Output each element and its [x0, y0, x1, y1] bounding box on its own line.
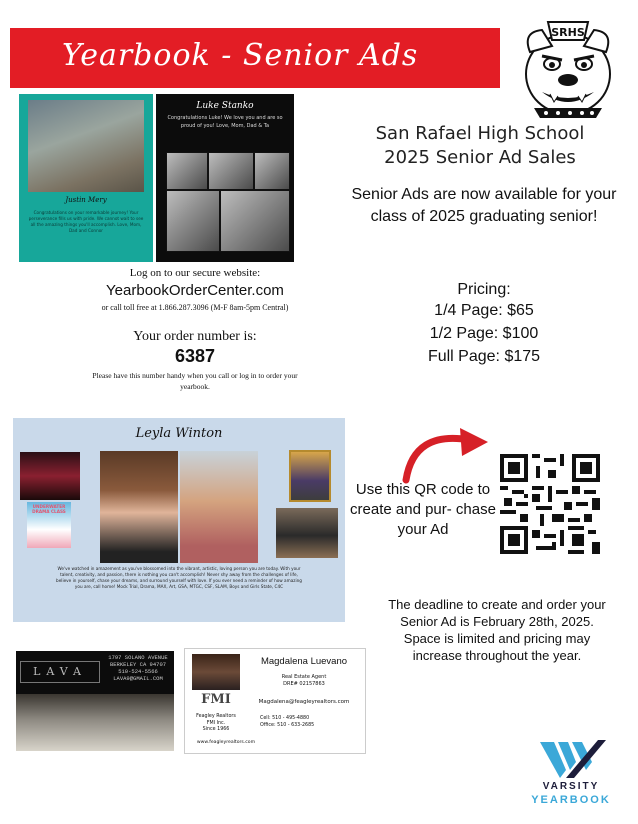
- sample-ad-photo: [220, 190, 290, 252]
- banner-title: Yearbook - Senior Ads: [62, 38, 419, 73]
- price-full-page: Full Page: $175: [427, 348, 541, 365]
- realtor-website: www.feagleyrealtors.com: [196, 740, 256, 745]
- sample-ad-message: Congratulations Luke! We love you and are so proud of you! Love, Mom, Dad & Ta: [167, 115, 283, 129]
- realtor-firm-block: [186, 714, 246, 734]
- realtor-title-block: [250, 674, 358, 687]
- sample-ad-message: Congratulations on your remarkable journey! Your perseverance fills us with pride. We cannot wait to see all the amazing things you'll accomplish. Love, Mom, Dad and Connor: [28, 210, 144, 233]
- sample-ad-name: Leyla Winton: [135, 426, 223, 441]
- school-title: [356, 122, 604, 170]
- sample-ad-photo: [166, 190, 220, 252]
- lava-contact-info: 1797 SOLANO AVENUE BERKELEY CA 94707 510-524-5566 LAVA9@GMAIL.COM: [108, 654, 168, 682]
- varsity-wordmark: VARSITY: [542, 781, 600, 792]
- deadline-text: The deadline to create and order your Senior Ad is February 28th, 2025.: [388, 597, 606, 629]
- sample-ad-photo: [20, 452, 80, 500]
- lava-storefront-photo: [16, 694, 174, 751]
- realtor-name: Magdalena Luevano: [260, 656, 348, 667]
- yearbook-wordmark: YEARBOOK: [531, 794, 611, 806]
- order-number-label: Your order number is:: [133, 329, 257, 344]
- sample-ad-poster-label: UNDERWATER DRAMA CLASS: [32, 504, 66, 514]
- sample-ad-photo: [208, 152, 254, 190]
- realtor-email: Magdalena@feagleyrealtors.com: [258, 699, 350, 705]
- varsity-yearbook-logo-icon: [536, 736, 608, 780]
- order-number: 6387: [174, 346, 216, 366]
- realtor-photo: [192, 654, 240, 690]
- realtor-phones: [260, 716, 354, 729]
- price-quarter-page: 1/4 Page: $65: [434, 302, 534, 319]
- realtor-logo: FMI: [201, 692, 231, 707]
- lava-logo: LAVA: [20, 661, 100, 683]
- price-half-page: 1/2 Page: $100: [429, 325, 539, 342]
- curved-arrow-icon: [400, 424, 492, 484]
- order-website-link[interactable]: YearbookOrderCenter.com: [106, 282, 284, 299]
- qr-code[interactable]: [500, 454, 600, 554]
- sample-ad-group-photo: [276, 508, 338, 558]
- realtor-firm-sub: FMI Inc.: [206, 720, 226, 726]
- sample-ad-name: Luke Stanko: [196, 101, 254, 111]
- logon-instruction: Log on to our secure website:: [129, 267, 261, 279]
- deadline-note: Space is limited and pricing may increase throughout the year.: [403, 631, 591, 663]
- sample-ad-photo: [28, 100, 144, 192]
- realtor-office: Office: 510 - 633-2685: [260, 722, 315, 728]
- realtor-cell: Cell: 510 - 495-4880: [260, 716, 310, 721]
- sample-ad-photo: [254, 152, 290, 190]
- realtor-title: Real Estate Agent: [281, 674, 327, 680]
- qr-instruction: Use this QR code to create and pur- chase your Ad: [350, 481, 496, 538]
- pricing-title: Pricing:: [457, 281, 511, 298]
- realtor-since: Since 1966: [202, 727, 230, 732]
- deadline-notice: [382, 596, 612, 664]
- toll-free-text: or call toll free at 1.866.287.3096 (M-F 8am-5pm Central): [101, 303, 289, 312]
- bulldog-mascot-logo: [512, 12, 624, 124]
- sample-ad-artwork: [289, 450, 331, 502]
- order-note: Please have this number handy when you call or log in to order your yearbook.: [92, 371, 298, 391]
- realtor-dre: DRE# 02157863: [283, 680, 325, 687]
- sample-ad-senior-photo: [100, 451, 178, 563]
- realtor-firm: Feagley Realtors: [196, 714, 236, 719]
- sample-ad-baby-photo: [180, 451, 258, 563]
- intro-text: Senior Ads are now available for your class of 2025 graduating senior!: [351, 186, 617, 225]
- sample-ad-message: We've watched in amazement as you've blossomed into the vibrant, artistic, loving person you are today. With your talent, creativity, and passion, there is nothing you can't accomplish! Never shy away from the challenges of life, believe in yourself, chase your dreams, and surround yourself with love. If you ever need a reminder of how amazing you are, call home! Mock Trial, Drama, MAX, Art, GSA, MTGC, CSF, SLAM, Boys and Girls State, C4C: [56, 566, 302, 589]
- sale-title: 2025 Senior Ad Sales: [384, 147, 576, 168]
- school-name: San Rafael High School: [375, 123, 585, 144]
- sample-ad-name: Justin Mery: [65, 196, 107, 204]
- mascot-label: SRHS: [551, 26, 585, 39]
- sample-ad-photo: [166, 152, 208, 190]
